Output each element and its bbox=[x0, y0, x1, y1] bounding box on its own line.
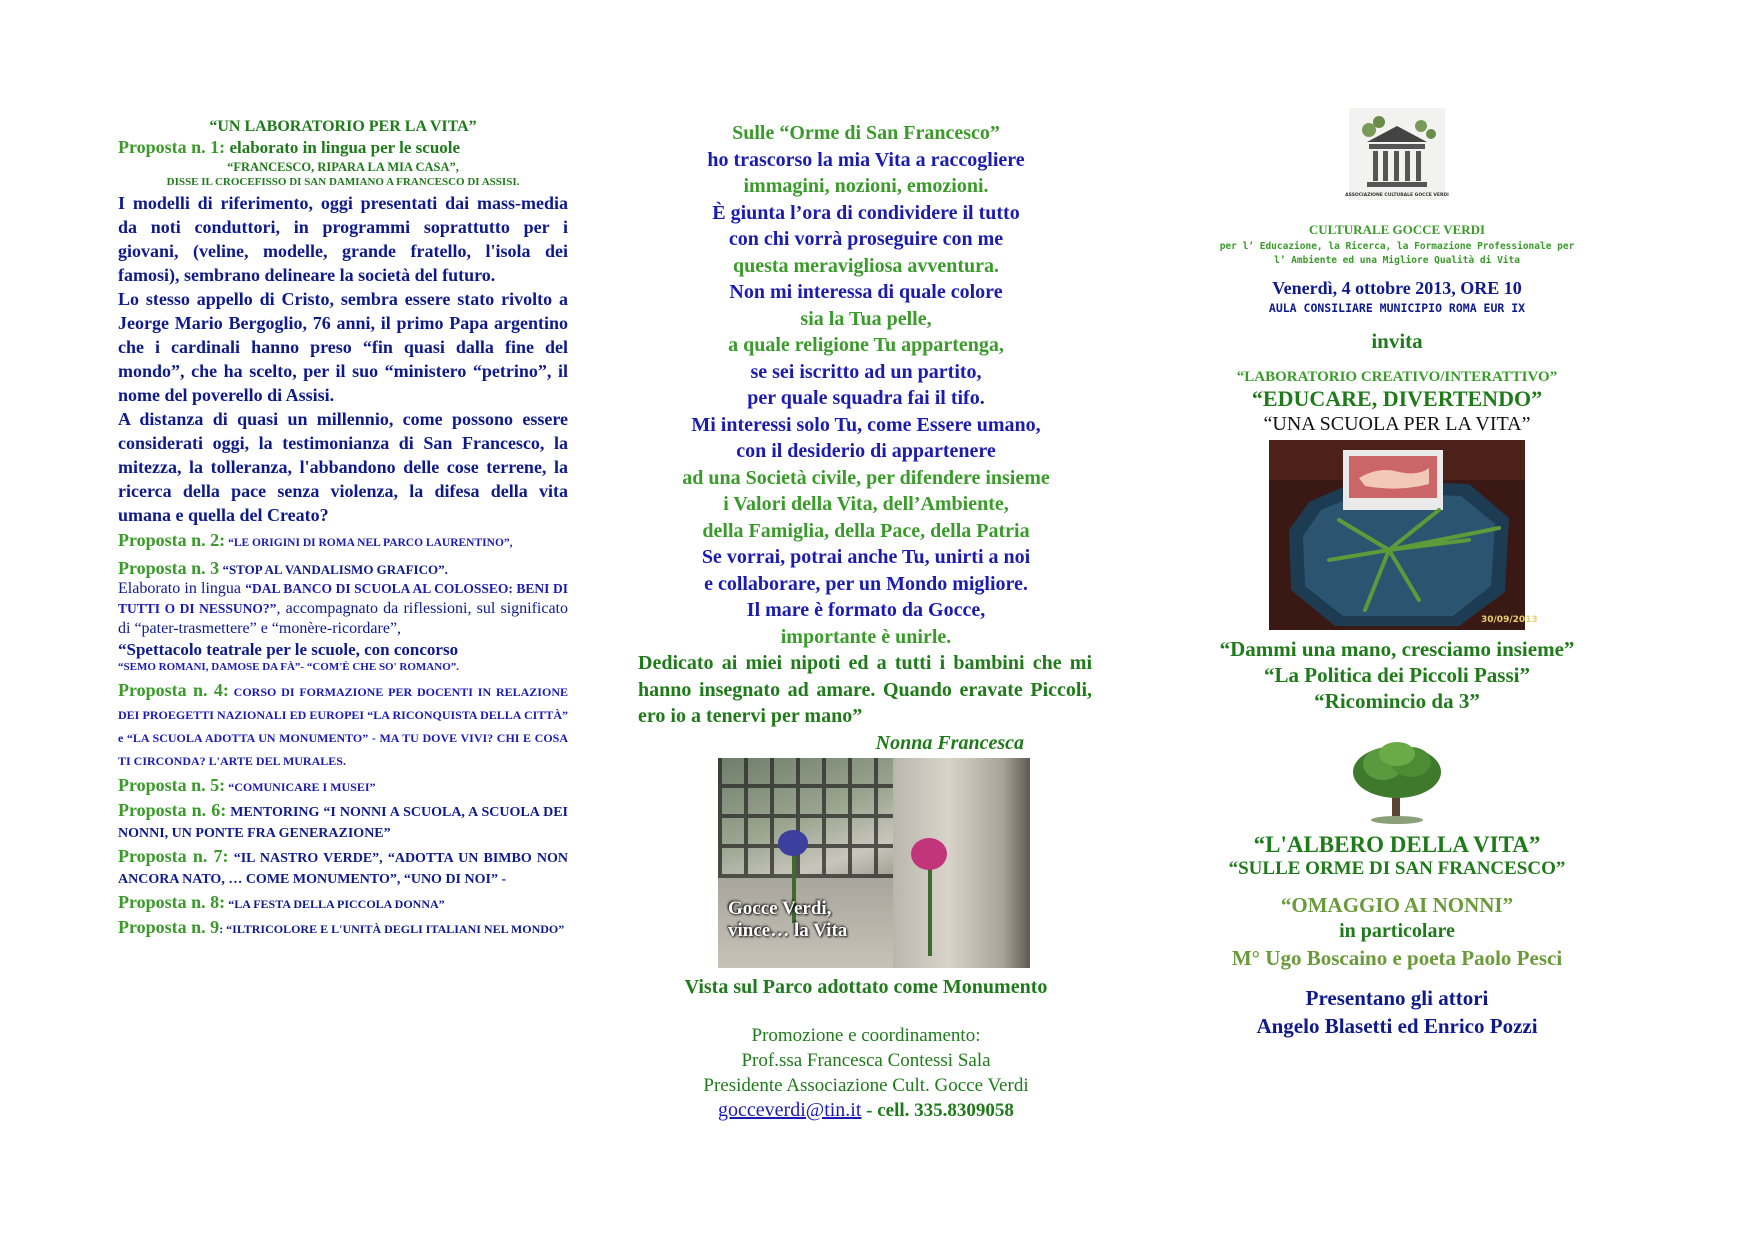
right-column bbox=[1172, 108, 1622, 1040]
poem-line: a quale religione Tu appartenga, bbox=[728, 334, 1004, 356]
poem-line: i Valori della Vita, dell’Ambiente, bbox=[723, 493, 1009, 515]
proposal-6 bbox=[118, 801, 568, 843]
proposal-1-attribution: DISSE IL CROCEFISSO DI SAN DAMIANO A FRANCESCO DI ASSISI. bbox=[166, 176, 520, 188]
middle-column bbox=[640, 120, 1092, 1123]
slogan-2: “La Politica dei Piccoli Passi” bbox=[1264, 663, 1530, 687]
particolare-label: in particolare bbox=[1339, 920, 1455, 942]
org-name: CULTURALE GOCCE VERDI bbox=[1308, 222, 1486, 237]
proposal-3-text: “STOP AL VANDALISMO GRAFICO”. bbox=[219, 562, 448, 577]
omaggio-title: “OMAGGIO AI NONNI” bbox=[1280, 893, 1514, 917]
proposal-4-label: Proposta n. 4: bbox=[118, 680, 229, 700]
proposal-1 bbox=[118, 136, 568, 159]
poem-line: Sulle “Orme di San Francesco” bbox=[732, 122, 1000, 144]
proposal-3-body-b: “DAL BANCO DI SCUOLA AL COLOSSEO: BENI DI TUTTI O DI NESSUNO?” bbox=[118, 581, 568, 616]
poem-line: con chi vorrà proseguire con me bbox=[728, 228, 1004, 250]
org-mission-2: l’ Ambiente ed una Migliore Qualità di Vita bbox=[1274, 255, 1520, 266]
actors: Angelo Blasetti ed Enrico Pozzi bbox=[1256, 1014, 1538, 1038]
poem-line: se sei iscritto ad un partito, bbox=[750, 360, 982, 383]
proposal-5-label: Proposta n. 5: bbox=[118, 775, 226, 795]
proposal-1-quote: “FRANCESCO, RIPARA LA MIA CASA”, bbox=[227, 160, 459, 174]
svg-text:30/09/2013: 30/09/2013 bbox=[1481, 615, 1538, 625]
contact-line bbox=[640, 1098, 1092, 1123]
email-link[interactable]: gocceverdi@tin.it bbox=[718, 1098, 862, 1121]
promo-line-1: Promozione e coordinamento: bbox=[751, 1024, 981, 1046]
photo-subtitle: Vista sul Parco adottato come Monumento bbox=[684, 976, 1048, 998]
proposal-9-text: : “ILTRICOLORE E L'UNITÀ DEGLI ITALIANI NEL MONDO” bbox=[219, 922, 565, 936]
tree-of-life bbox=[1347, 736, 1447, 826]
event-date: Venerdì, 4 ottobre 2013, ORE 10 bbox=[1272, 278, 1522, 298]
proposal-6-label: Proposta n. 6: bbox=[118, 800, 227, 820]
proposal-6-text: MENTORING “I NONNI A SCUOLA, A SCUOLA DEI NONNI, UN PONTE FRA GENERAZIONE” bbox=[118, 805, 568, 841]
proposal-5 bbox=[118, 776, 568, 797]
park-photo bbox=[718, 758, 1030, 968]
scuola-title: “UNA SCUOLA PER LA VITA” bbox=[1263, 413, 1531, 435]
presentano-label: Presentano gli attori bbox=[1305, 986, 1489, 1010]
orme-title: “SULLE ORME DI SAN FRANCESCO” bbox=[1228, 858, 1566, 879]
dedication: Dedicato ai miei nipoti ed a tutti i bambini che mi hanno insegnato ad amare. Quando eravate Piccoli, ero io a tenervi per mano” bbox=[638, 652, 1092, 727]
proposal-8 bbox=[118, 893, 568, 914]
proposal-3-body-a: Elaborato in lingua bbox=[118, 580, 246, 597]
promo-line-3: Presidente Associazione Cult. Gocce Verdi bbox=[703, 1074, 1029, 1096]
honorees: M° Ugo Boscaino e poeta Paolo Pesci bbox=[1231, 946, 1563, 970]
proposal-8-label: Proposta n. 8: bbox=[118, 892, 226, 912]
svg-text:ASSOCIAZIONE CULTURALE GOCCE V: ASSOCIAZIONE CULTURALE GOCCE VERDI bbox=[1345, 193, 1449, 198]
proposal-3-show: “Spettacolo teatrale per le scuole, con concorso bbox=[118, 640, 459, 659]
proposal-7-text: “IL NASTRO VERDE”, “ADOTTA UN BIMBO NON ANCORA NATO, … COME MONUMENTO”, “UNO DI NOI” - bbox=[118, 851, 568, 887]
poem-line: immagini, nozioni, emozioni. bbox=[743, 175, 989, 197]
poem-line: È giunta l’ora di condividere il tutto bbox=[712, 201, 1020, 224]
albero-title: “L'ALBERO DELLA VITA” bbox=[1253, 832, 1541, 857]
flower-icon bbox=[778, 830, 808, 856]
proposal-1-text: elaborato in lingua per le scuole bbox=[225, 138, 461, 157]
proposal-2-text: “LE ORIGINI DI ROMA NEL PARCO LAURENTINO”, bbox=[225, 537, 513, 549]
proposal-2 bbox=[118, 531, 568, 553]
flower-icon bbox=[911, 838, 947, 870]
hands-plant-photo bbox=[1269, 440, 1538, 630]
poem-line: della Famiglia, della Pace, della Patria bbox=[702, 519, 1030, 542]
proposal-7-label: Proposta n. 7: bbox=[118, 846, 229, 866]
promo-line-2: Prof.ssa Francesca Contessi Sala bbox=[741, 1049, 991, 1071]
proposal-3-show-title: “SEMO ROMANI, DAMOSE DA FÀ”- “COM'È CHE SO' ROMANO”. bbox=[118, 661, 459, 673]
temple-logo-icon bbox=[1345, 108, 1449, 200]
poem-line: questa meravigliosa avventura. bbox=[732, 254, 1000, 277]
proposal-5-text: “COMUNICARE I MUSEI” bbox=[225, 780, 376, 794]
poem-line: Se vorrai, potrai anche Tu, unirti a noi bbox=[701, 546, 1031, 568]
poem-line: ad una Società civile, per difendere insieme bbox=[682, 466, 1050, 489]
slogan-3: “Ricomincio da 3” bbox=[1314, 689, 1480, 713]
photo-caption bbox=[728, 898, 847, 942]
poem-line: e collaborare, per un Mondo migliore. bbox=[704, 572, 1028, 595]
poem-line: Mi interessi solo Tu, come Essere umano, bbox=[691, 413, 1041, 436]
poem bbox=[640, 120, 1092, 650]
left-heading: “UN LABORATORIO PER LA VITA” bbox=[209, 118, 477, 135]
poem-line: con il desiderio di appartenere bbox=[736, 440, 996, 462]
slogan-1: “Dammi una mano, cresciamo insieme” bbox=[1219, 637, 1575, 661]
photo-caption-line-1: Gocce Verdi, bbox=[728, 898, 832, 919]
signature: Nonna Francesca bbox=[875, 731, 1024, 754]
left-paragraph-2: Lo stesso appello di Cristo, sembra essere stato rivolto a Jeorge Mario Bergoglio, 76 anni, il primo Papa argentino che i cardinali hanno preso “fin quasi dalla fine del mondo”, che ha scelto, per il suo “ministero “petrino”, il nome del poverello di Assisi. bbox=[118, 289, 568, 405]
event-venue: AULA CONSILIARE MUNICIPIO ROMA EUR IX bbox=[1268, 301, 1526, 315]
left-paragraph-3: A distanza di quasi un millennio, come possono essere considerati oggi, la testimonianza di San Francesco, la mitezza, la tolleranza, l'abbandono delle cose terrene, la ricerca della pace senza violenza, la difesa della vita umana e quella del Creato? bbox=[118, 409, 568, 525]
phone-number: - cell. 335.8309058 bbox=[861, 1099, 1014, 1121]
proposal-4-text: CORSO DI FORMAZIONE PER DOCENTI IN RELAZIONE DEI PROEGETTI NAZIONALI ED EUROPEI “LA RICONQUISTA DELLA CITTÀ” e “LA SCUOLA ADOTTA UN MONUMENTO” - MA TU DOVE VIVI? CHI E COSA TI CIRCONDA? L'ARTE DEL MURALES. bbox=[118, 685, 568, 768]
proposal-3-body-c: , accompagnato da riflessioni, sul significato di “pater-trasmettere” e “monère-ricordare”, bbox=[118, 600, 568, 637]
proposal-9-label: Proposta n. 9 bbox=[118, 917, 220, 937]
proposal-7 bbox=[118, 847, 568, 889]
proposal-1-label: Proposta n. 1: bbox=[118, 137, 226, 157]
proposal-2-label: Proposta n. 2: bbox=[118, 530, 226, 550]
lab-title: “LABORATORIO CREATIVO/INTERATTIVO” bbox=[1236, 369, 1558, 385]
left-paragraph-1: I modelli di riferimento, oggi presentati dai mass-media da noti conduttori, in programmi soprattutto per i giovani, (veline, modelle, grande fratello, l'isola dei famosi), sembrano delineare la società del futuro. bbox=[118, 193, 568, 285]
poem-line: per quale squadra fai il tifo. bbox=[747, 387, 985, 409]
proposal-3-label: Proposta n. 3 bbox=[118, 558, 220, 578]
photo-caption-line-2: vince… la Vita bbox=[728, 920, 848, 941]
poem-line: importante è unirle. bbox=[780, 625, 952, 648]
educare-title: “EDUCARE, DIVERTENDO” bbox=[1251, 386, 1543, 411]
promotion-block bbox=[640, 1023, 1092, 1123]
org-mission-1: per l’ Educazione, la Ricerca, la Formazione Professionale per bbox=[1219, 241, 1575, 252]
proposal-4 bbox=[118, 680, 568, 772]
invita-label: invita bbox=[1371, 329, 1423, 353]
proposal-9 bbox=[118, 918, 568, 939]
proposal-8-text: “LA FESTA DELLA PICCOLA DONNA” bbox=[225, 897, 445, 911]
proposal-3-body bbox=[118, 579, 568, 639]
poem-line: sia la Tua pelle, bbox=[800, 307, 932, 330]
tree-icon bbox=[1347, 736, 1447, 826]
poem-line: Il mare è formato da Gocce, bbox=[746, 599, 986, 621]
proposal-3 bbox=[118, 559, 568, 579]
hands-plant-image bbox=[1269, 440, 1538, 630]
poem-line: ho trascorso la mia Vita a raccogliere bbox=[707, 148, 1025, 171]
association-logo bbox=[1345, 108, 1449, 200]
left-column bbox=[118, 118, 568, 939]
poem-line: Non mi interessa di quale colore bbox=[729, 281, 1003, 303]
